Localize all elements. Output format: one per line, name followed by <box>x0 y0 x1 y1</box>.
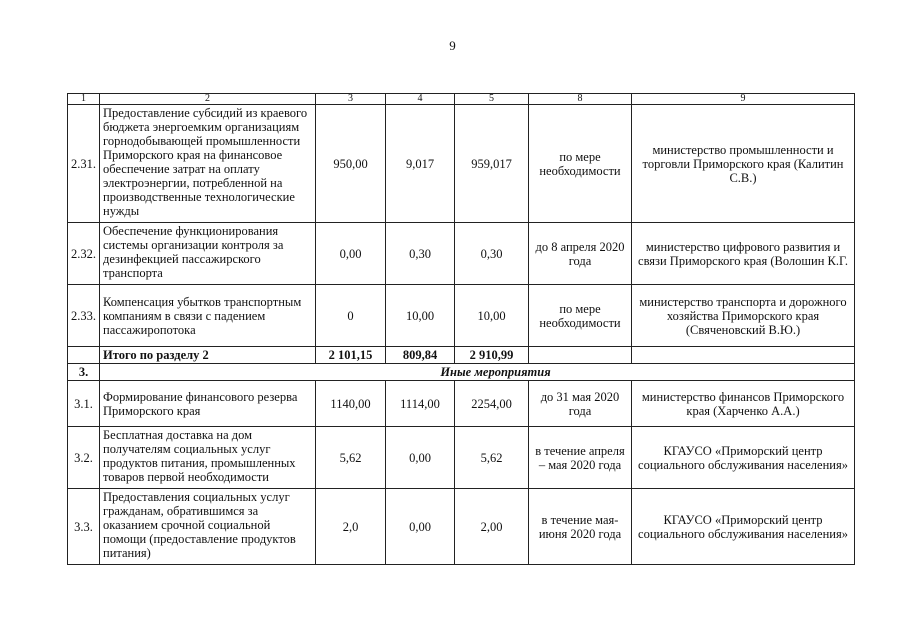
amount-col4: 1114,00 <box>386 381 455 427</box>
column-number: 8 <box>529 94 632 105</box>
amount-col3: 5,62 <box>316 427 386 489</box>
table-row <box>68 285 855 347</box>
deadline: в течение мая-июня 2020 года <box>529 489 632 565</box>
page-number: 9 <box>449 38 456 53</box>
amount-col4: 0,00 <box>386 489 455 565</box>
amount-col5: 959,017 <box>455 105 529 223</box>
total-col3: 2 101,15 <box>316 347 386 364</box>
section-header-row <box>68 364 855 381</box>
deadline: до 8 апреля 2020 года <box>529 223 632 285</box>
row-number: 3.1. <box>68 381 100 427</box>
responsible-party: министерство финансов Приморского края (Харченко А.А.) <box>632 381 855 427</box>
row-number: 3.2. <box>68 427 100 489</box>
responsible-party: министерство транспорта и дорожного хозяйства Приморского края (Свяченовский В.Ю.) <box>632 285 855 347</box>
empty-cell <box>529 347 632 364</box>
table-row <box>68 105 855 223</box>
table-row <box>68 223 855 285</box>
measure-description: Бесплатная доставка на дом получателям социальных услуг продуктов питания, промышленных товаров первой необходимости <box>100 427 316 489</box>
amount-col5: 10,00 <box>455 285 529 347</box>
row-number <box>68 347 100 364</box>
section-total-row <box>68 347 855 364</box>
column-number: 2 <box>100 94 316 105</box>
responsible-party: КГАУСО «Приморский центр социального обслуживания населения» <box>632 489 855 565</box>
amount-col4: 10,00 <box>386 285 455 347</box>
amount-col3: 0,00 <box>316 223 386 285</box>
row-number: 3.3. <box>68 489 100 565</box>
amount-col4: 9,017 <box>386 105 455 223</box>
amount-col5: 0,30 <box>455 223 529 285</box>
section-title: Иные мероприятия <box>100 364 855 381</box>
section-number: 3. <box>68 364 100 381</box>
column-number: 1 <box>68 94 100 105</box>
total-label: Итого по разделу 2 <box>100 347 316 364</box>
column-number: 4 <box>386 94 455 105</box>
deadline: в течение апреля – мая 2020 года <box>529 427 632 489</box>
amount-col4: 0,00 <box>386 427 455 489</box>
deadline: по мере необходимости <box>529 105 632 223</box>
table-row <box>68 381 855 427</box>
measure-description: Формирование финансового резерва Приморского края <box>100 381 316 427</box>
responsible-party: КГАУСО «Приморский центр социального обслуживания населения» <box>632 427 855 489</box>
measures-table <box>67 93 855 565</box>
amount-col5: 2,00 <box>455 489 529 565</box>
empty-cell <box>632 347 855 364</box>
table-row <box>68 489 855 565</box>
row-number: 2.32. <box>68 223 100 285</box>
total-col5: 2 910,99 <box>455 347 529 364</box>
amount-col5: 5,62 <box>455 427 529 489</box>
table-row <box>68 427 855 489</box>
column-number-row <box>68 94 855 105</box>
amount-col5: 2254,00 <box>455 381 529 427</box>
total-col4: 809,84 <box>386 347 455 364</box>
deadline: до 31 мая 2020 года <box>529 381 632 427</box>
measure-description: Обеспечение функционирования системы организации контроля за дезинфекцией пассажирского транспорта <box>100 223 316 285</box>
measure-description: Предоставления социальных услуг гражданам, обратившимся за оказанием срочной социальной помощи (предоставление продуктов питания) <box>100 489 316 565</box>
responsible-party: министерство промышленности и торговли Приморского края (Калитин С.В.) <box>632 105 855 223</box>
row-number: 2.33. <box>68 285 100 347</box>
responsible-party: министерство цифрового развития и связи Приморского края (Волошин К.Г. <box>632 223 855 285</box>
amount-col4: 0,30 <box>386 223 455 285</box>
column-number: 9 <box>632 94 855 105</box>
measure-description: Предоставление субсидий из краевого бюджета энергоемким организациям горнодобывающей промышленности Приморского края на финансовое обеспечение затрат на оплату электроэнергии, потребленной на производственные технологические нужды <box>100 105 316 223</box>
column-number: 3 <box>316 94 386 105</box>
row-number: 2.31. <box>68 105 100 223</box>
amount-col3: 1140,00 <box>316 381 386 427</box>
amount-col3: 950,00 <box>316 105 386 223</box>
amount-col3: 0 <box>316 285 386 347</box>
measure-description: Компенсация убытков транспортным компаниям в связи с падением пассажиропотока <box>100 285 316 347</box>
deadline: по мере необходимости <box>529 285 632 347</box>
column-number: 5 <box>455 94 529 105</box>
amount-col3: 2,0 <box>316 489 386 565</box>
